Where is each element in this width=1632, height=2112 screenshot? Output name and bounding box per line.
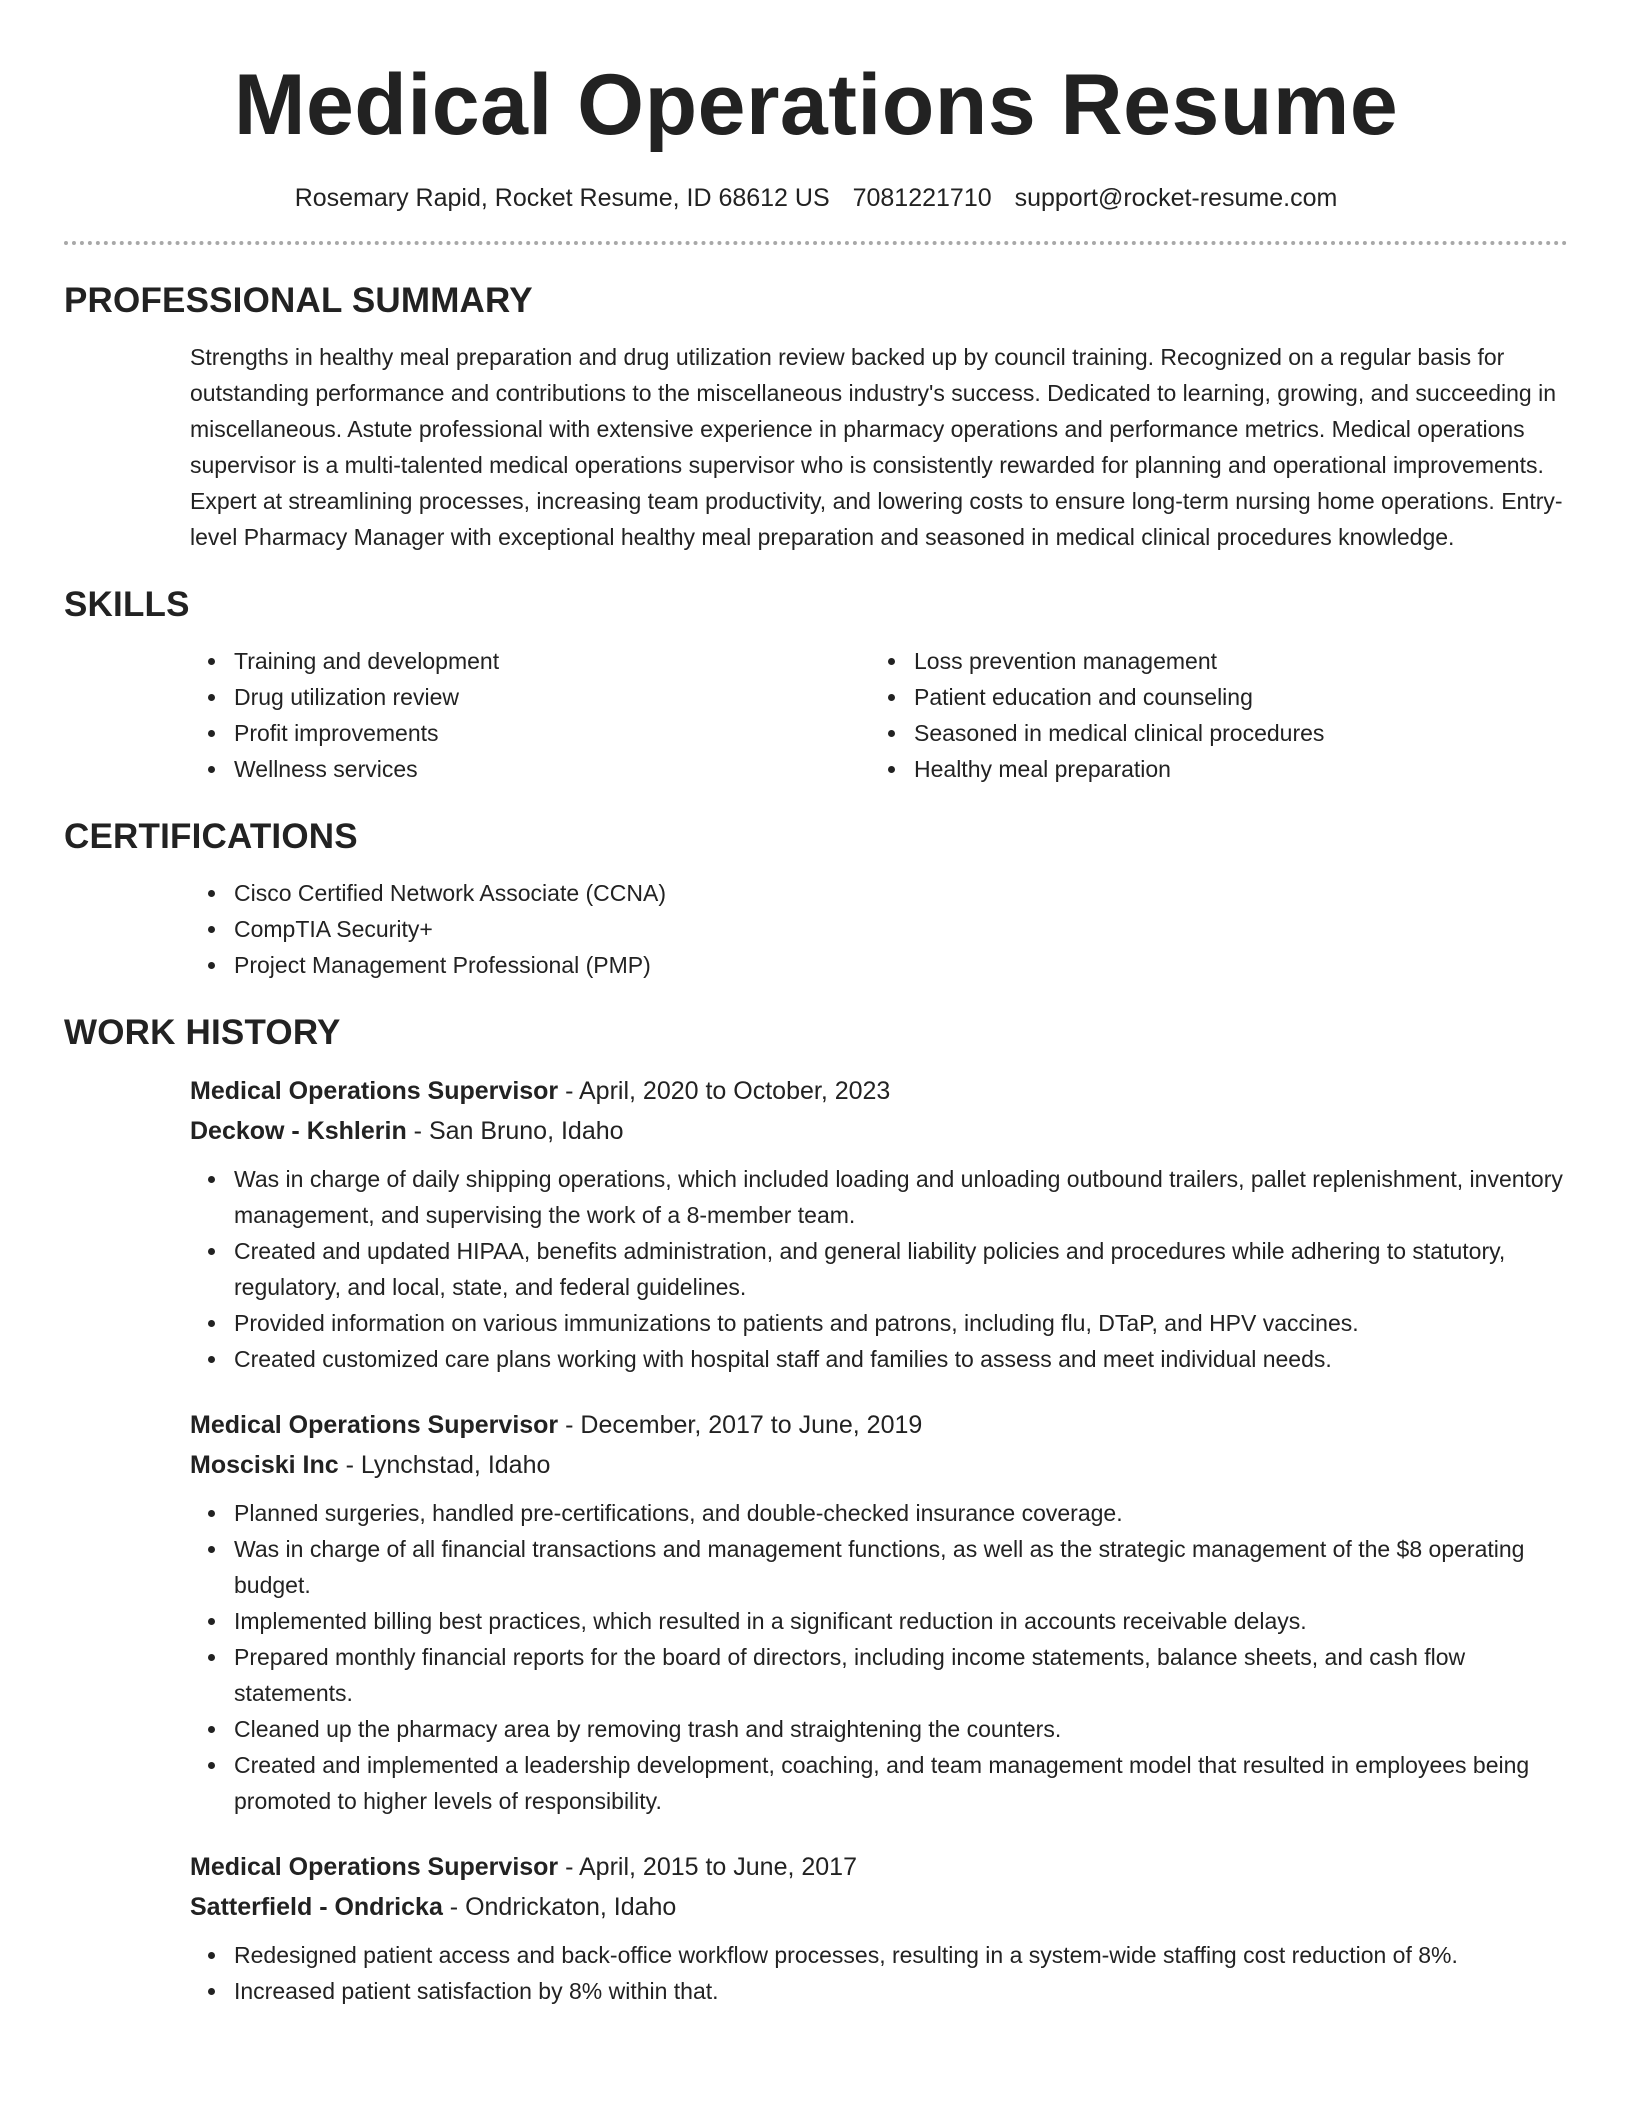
job-entry xyxy=(190,1071,1568,1377)
certifications-section xyxy=(64,817,1568,983)
contact-address: Rosemary Rapid, Rocket Resume, ID 68612 US xyxy=(294,184,830,212)
job-bullet: Was in charge of all financial transactions and management functions, as well as the strategic management of the $8 operating budget. xyxy=(190,1531,1568,1603)
skill-item: Healthy meal preparation xyxy=(870,751,1550,787)
job-entry xyxy=(190,1405,1568,1819)
certification-item: Cisco Certified Network Associate (CCNA) xyxy=(190,875,1568,911)
job-title-line xyxy=(190,1071,1568,1111)
contact-line xyxy=(64,184,1568,213)
certifications-list xyxy=(190,875,1568,983)
summary-heading: PROFESSIONAL SUMMARY xyxy=(64,281,533,320)
job-dates: - April, 2015 to June, 2017 xyxy=(558,1853,857,1881)
job-bullet: Planned surgeries, handled pre-certifications, and double-checked insurance coverage. xyxy=(190,1495,1568,1531)
certification-item: Project Management Professional (PMP) xyxy=(190,947,1568,983)
job-bullet: Created customized care plans working with hospital staff and families to assess and meet individual needs. xyxy=(190,1341,1568,1377)
work-history-section xyxy=(64,1013,1568,2009)
job-dates: - December, 2017 to June, 2019 xyxy=(558,1411,923,1439)
header-divider xyxy=(64,241,1568,245)
job-company: Satterfield - Ondricka xyxy=(190,1893,443,1921)
skills-right-list xyxy=(870,643,1550,787)
job-title-line xyxy=(190,1405,1568,1445)
job-location: - Ondrickaton, Idaho xyxy=(442,1893,677,1921)
contact-phone: 7081221710 xyxy=(852,184,992,212)
job-company-line xyxy=(190,1111,1568,1151)
job-role: Medical Operations Supervisor xyxy=(190,1077,559,1105)
job-location: - Lynchstad, Idaho xyxy=(338,1451,551,1479)
job-role: Medical Operations Supervisor xyxy=(190,1411,559,1439)
job-bullet: Provided information on various immunizations to patients and patrons, including flu, DTaP, and HPV vaccines. xyxy=(190,1305,1568,1341)
job-dates: - April, 2020 to October, 2023 xyxy=(558,1077,891,1105)
skill-item: Profit improvements xyxy=(190,715,870,751)
skills-section xyxy=(64,585,1568,787)
job-bullets xyxy=(64,1161,1568,1377)
job-company: Mosciski Inc xyxy=(190,1451,339,1479)
job-title-line xyxy=(190,1847,1568,1887)
job-company: Deckow - Kshlerin xyxy=(190,1117,407,1145)
job-bullets xyxy=(64,1495,1568,1819)
skills-left-list xyxy=(190,643,870,787)
job-role: Medical Operations Supervisor xyxy=(190,1853,559,1881)
job-bullet: Created and updated HIPAA, benefits administration, and general liability policies and procedures while adhering to statutory, regulatory, and local, state, and federal guidelines. xyxy=(190,1233,1568,1305)
job-bullet: Implemented billing best practices, which resulted in a significant reduction in accounts receivable delays. xyxy=(190,1603,1568,1639)
skill-item: Seasoned in medical clinical procedures xyxy=(870,715,1550,751)
job-bullet: Prepared monthly financial reports for the board of directors, including income statements, balance sheets, and cash flow statements. xyxy=(190,1639,1568,1711)
contact-email: support@rocket-resume.com xyxy=(1014,184,1338,212)
job-bullet: Redesigned patient access and back-office workflow processes, resulting in a system-wide staffing cost reduction of 8%. xyxy=(190,1937,1568,1973)
skill-item: Loss prevention management xyxy=(870,643,1550,679)
job-bullet: Created and implemented a leadership development, coaching, and team management model that resulted in employees being promoted to higher levels of responsibility. xyxy=(190,1747,1568,1819)
certifications-heading: CERTIFICATIONS xyxy=(64,817,358,856)
job-bullet: Was in charge of daily shipping operations, which included loading and unloading outbound trailers, pallet replenishment, inventory management, and supervising the work of a 8-member team. xyxy=(190,1161,1568,1233)
job-bullets xyxy=(64,1937,1568,2009)
job-company-line xyxy=(190,1887,1568,1927)
resume-title: Medical Operations Resume xyxy=(233,57,1399,153)
job-company-line xyxy=(190,1445,1568,1485)
skill-item: Patient education and counseling xyxy=(870,679,1550,715)
job-bullet: Increased patient satisfaction by 8% within that. xyxy=(190,1973,1568,2009)
job-location: - San Bruno, Idaho xyxy=(406,1117,624,1145)
job-entry xyxy=(190,1847,1568,2009)
skill-item: Drug utilization review xyxy=(190,679,870,715)
job-bullet: Cleaned up the pharmacy area by removing trash and straightening the counters. xyxy=(190,1711,1568,1747)
certification-item: CompTIA Security+ xyxy=(190,911,1568,947)
skill-item: Wellness services xyxy=(190,751,870,787)
work-history-heading: WORK HISTORY xyxy=(64,1013,341,1052)
skills-grid xyxy=(190,643,1568,787)
skill-item: Training and development xyxy=(190,643,870,679)
skills-heading: SKILLS xyxy=(64,585,190,624)
summary-section xyxy=(64,281,1568,555)
summary-text: Strengths in healthy meal preparation and drug utilization review backed up by council training. Recognized on a regular basis for outstanding performance and contributions to the miscellaneous industry's success. Dedicated to learning, growing, and succeeding in miscellaneous. Astute professional with extensive experience in pharmacy operations and performance metrics. Medical operations supervisor is a multi-talented medical operations supervisor who is consistently rewarded for planning and operational improvements. Expert at streamlining processes, increasing team productivity, and lowering costs to ensure long-term nursing home operations. Entry-level Pharmacy Manager with exceptional healthy meal preparation and seasoned in medical clinical procedures knowledge. xyxy=(190,344,1563,550)
